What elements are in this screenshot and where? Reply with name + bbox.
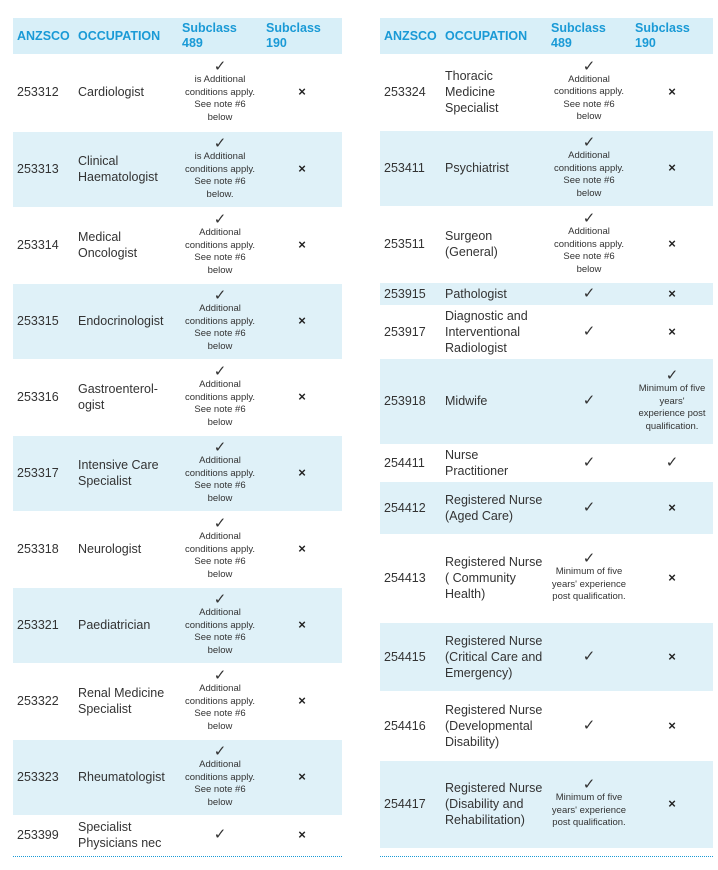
occupation-table-left	[13, 18, 342, 855]
check-mark-icon: ✓	[213, 363, 227, 380]
condition-note: Additional conditions apply. See note #6 below	[553, 150, 625, 199]
anzsco-code: 253917	[384, 324, 426, 339]
subclass-190-cell	[631, 358, 713, 444]
table-row	[380, 305, 713, 358]
anzsco-code: 254412	[380, 481, 441, 534]
subclass-190-cell	[262, 435, 342, 511]
check-mark-icon: ✓	[665, 453, 679, 471]
subclass-489-cell	[547, 444, 631, 481]
subclass-190-cell	[262, 815, 342, 854]
cross-mark-icon: ×	[668, 285, 676, 301]
condition-note: Additional conditions apply. See note #6 below	[184, 531, 256, 580]
table-bottom-rule-left	[13, 856, 342, 857]
occupation-name: Clinical Haematologist	[74, 131, 178, 207]
table-row	[13, 207, 342, 283]
check-mark-icon: ✓	[582, 392, 596, 409]
table-row	[380, 358, 713, 444]
occupation-name: Surgeon (General)	[445, 229, 498, 259]
table-row	[380, 534, 713, 622]
subclass-489-cell	[178, 511, 262, 587]
subclass-489-cell	[547, 534, 631, 622]
occupation-name: Nurse Practitioner	[445, 447, 509, 478]
check-mark-icon: ✓	[213, 591, 227, 608]
occupation-name: Cardiologist	[78, 85, 145, 100]
subclass-190-cell	[262, 54, 342, 131]
check-mark-icon: ✓	[213, 667, 227, 684]
cross-mark-icon: ×	[298, 769, 306, 784]
subclass-190-cell	[262, 207, 342, 283]
condition-note: is Additional conditions apply. See note #6 below.	[184, 151, 256, 200]
condition-note: Additional conditions apply. See note #6 below	[184, 607, 256, 656]
subclass-489-cell	[547, 54, 631, 130]
table-row	[380, 130, 713, 206]
anzsco-code: 254417	[380, 760, 441, 848]
table-row	[380, 206, 713, 282]
occupation-name: Psychiatrist	[441, 130, 547, 206]
cross-mark-icon: ×	[668, 648, 676, 664]
anzsco-code: 253312	[17, 85, 59, 100]
subclass-190-cell	[631, 481, 713, 534]
table-body	[380, 54, 713, 848]
occupation-name: Neurologist	[78, 542, 142, 556]
condition-note: Additional conditions apply. See note #6 below	[184, 227, 256, 276]
subclass-190-cell	[631, 206, 713, 282]
table-row	[380, 622, 713, 691]
subclass-489-cell	[178, 359, 262, 435]
check-mark-icon: ✓	[582, 716, 596, 734]
subclass-190-cell	[631, 54, 713, 130]
table-row	[380, 282, 713, 305]
condition-note: Additional conditions apply. See note #6 below	[553, 73, 625, 123]
anzsco-code: 253323	[13, 739, 74, 815]
subclass-489-cell	[178, 207, 262, 283]
anzsco-code: 253317	[13, 435, 74, 511]
check-mark-icon: ✓	[213, 515, 227, 532]
cross-mark-icon: ×	[298, 313, 306, 328]
cross-mark-icon: ×	[298, 161, 306, 176]
subclass-190-cell	[631, 444, 713, 481]
check-mark-icon: ✓	[213, 287, 227, 304]
anzsco-code: 253324	[384, 84, 426, 99]
subclass-190-header: Subclass 190	[631, 18, 713, 54]
subclass-489-cell	[547, 206, 631, 282]
check-mark-icon: ✓	[582, 647, 596, 665]
subclass-190-cell	[262, 663, 342, 739]
check-mark-icon: ✓	[665, 367, 679, 384]
condition-note: Minimum of five years' experience post qualification.	[551, 566, 627, 603]
anzsco-code: 253399	[17, 827, 59, 842]
cross-mark-icon: ×	[668, 160, 676, 175]
cross-mark-icon: ×	[298, 617, 306, 632]
cross-mark-icon: ×	[298, 465, 306, 480]
cross-mark-icon: ×	[298, 826, 306, 842]
anzsco-code: 254415	[380, 622, 441, 691]
subclass-190-cell	[262, 511, 342, 587]
subclass-489-cell	[178, 54, 262, 131]
subclass-489-cell	[178, 587, 262, 663]
table-row	[13, 815, 342, 854]
anzsco-code: 253915	[380, 282, 441, 305]
subclass-190-cell	[262, 587, 342, 663]
table-row	[13, 663, 342, 739]
check-mark-icon: ✓	[582, 322, 596, 340]
check-mark-icon: ✓	[582, 776, 596, 794]
occupation-name: Paediatrician	[74, 587, 178, 663]
occupation-name: Registered Nurse (Developmental Disability)	[445, 702, 543, 749]
table-header-row	[13, 18, 342, 54]
anzsco-header: ANZSCO	[380, 18, 441, 54]
subclass-489-cell	[178, 663, 262, 739]
table-row	[13, 587, 342, 663]
subclass-489-cell	[547, 358, 631, 444]
check-mark-icon: ✓	[582, 284, 596, 302]
check-mark-icon: ✓	[582, 550, 596, 568]
check-mark-icon: ✓	[582, 453, 596, 471]
subclass-489-header: Subclass 489	[178, 18, 262, 54]
occupation-name: Pathologist	[441, 282, 547, 305]
occupation-name: Intensive Care Specialist	[74, 435, 178, 511]
cross-mark-icon: ×	[668, 717, 676, 733]
condition-note: Minimum of five years' experience post qualification.	[638, 383, 706, 432]
subclass-489-cell	[547, 130, 631, 206]
occupation-name: Diagnostic and Interventional Radiologist	[445, 308, 528, 355]
cross-mark-icon: ×	[298, 389, 306, 404]
subclass-190-cell	[262, 359, 342, 435]
condition-note: Additional conditions apply. See note #6 below	[184, 759, 256, 808]
anzsco-code: 253918	[380, 358, 441, 444]
check-mark-icon: ✓	[213, 58, 227, 76]
occupation-name: Renal Medicine Specialist	[78, 686, 165, 716]
subclass-489-cell	[547, 282, 631, 305]
table-row	[13, 435, 342, 511]
table-header-row	[380, 18, 713, 54]
subclass-489-cell	[178, 435, 262, 511]
table-row	[380, 444, 713, 481]
anzsco-code: 253315	[13, 283, 74, 359]
subclass-489-cell	[178, 131, 262, 207]
anzsco-code: 253316	[17, 390, 59, 404]
cross-mark-icon: ×	[668, 570, 676, 585]
subclass-190-cell	[631, 130, 713, 206]
subclass-190-cell	[631, 305, 713, 358]
check-mark-icon: ✓	[213, 825, 227, 843]
table-row	[380, 54, 713, 130]
condition-note: Additional conditions apply. See note #6 below	[184, 683, 256, 732]
condition-note: Additional conditions apply. See note #6 below	[553, 226, 625, 275]
subclass-190-cell	[262, 131, 342, 207]
subclass-190-cell	[262, 739, 342, 815]
subclass-489-cell	[547, 691, 631, 760]
subclass-190-cell	[631, 691, 713, 760]
table-row	[13, 54, 342, 131]
occupation-name: Medical Oncologist	[78, 230, 138, 260]
cross-mark-icon: ×	[298, 693, 306, 708]
condition-note: Additional conditions apply. See note #6 below	[184, 455, 256, 504]
subclass-489-cell	[547, 622, 631, 691]
subclass-489-cell	[178, 815, 262, 854]
subclass-190-cell	[631, 534, 713, 622]
table-body	[13, 54, 342, 854]
subclass-190-cell	[631, 760, 713, 848]
cross-mark-icon: ×	[298, 237, 306, 252]
occupation-name: Rheumatologist	[74, 739, 178, 815]
subclass-489-cell	[178, 739, 262, 815]
condition-note: Minimum of five years' experience post qualification.	[551, 792, 627, 829]
anzsco-code: 253511	[384, 237, 425, 251]
anzsco-code: 253314	[17, 238, 59, 252]
subclass-190-header: Subclass 190	[262, 18, 342, 54]
cross-mark-icon: ×	[668, 236, 676, 251]
table-row	[13, 739, 342, 815]
check-mark-icon: ✓	[582, 134, 596, 151]
cross-mark-icon: ×	[668, 83, 676, 99]
condition-note: Additional conditions apply. See note #6 below	[184, 303, 256, 352]
anzsco-code: 253321	[13, 587, 74, 663]
table-bottom-rule-right	[380, 856, 713, 857]
check-mark-icon: ✓	[213, 439, 227, 456]
anzsco-code: 254416	[384, 718, 426, 733]
occupation-name: Registered Nurse (Critical Care and Emergency)	[441, 622, 547, 691]
occupation-name: Gastroenterol-ogist	[78, 382, 158, 412]
check-mark-icon: ✓	[582, 498, 596, 516]
anzsco-code: 254411	[384, 455, 425, 470]
subclass-190-cell	[262, 283, 342, 359]
table-row	[380, 760, 713, 848]
occupation-name: Specialist Physicians nec	[78, 819, 162, 850]
condition-note: is Additional conditions apply. See note #6 below	[184, 74, 256, 123]
cross-mark-icon: ×	[668, 796, 676, 811]
check-mark-icon: ✓	[213, 135, 227, 152]
anzsco-code: 253318	[17, 542, 59, 556]
subclass-489-cell	[178, 283, 262, 359]
anzsco-header: ANZSCO	[13, 18, 74, 54]
table-row	[13, 131, 342, 207]
occupation-name: Endocrinologist	[74, 283, 178, 359]
occupation-name: Registered Nurse (Disability and Rehabilitation)	[441, 760, 547, 848]
check-mark-icon: ✓	[213, 743, 227, 760]
subclass-489-cell	[547, 481, 631, 534]
occupation-header: OCCUPATION	[441, 18, 547, 54]
subclass-190-cell	[631, 282, 713, 305]
subclass-190-cell	[631, 622, 713, 691]
subclass-489-cell	[547, 305, 631, 358]
cross-mark-icon: ×	[668, 499, 676, 515]
table-row	[13, 283, 342, 359]
table-row	[380, 481, 713, 534]
cross-mark-icon: ×	[298, 541, 306, 556]
anzsco-code: 253313	[13, 131, 74, 207]
table-row	[13, 359, 342, 435]
anzsco-code: 254413	[384, 571, 426, 585]
subclass-489-cell	[547, 760, 631, 848]
check-mark-icon: ✓	[213, 211, 227, 228]
condition-note: Additional conditions apply. See note #6 below	[184, 379, 256, 428]
table-row	[380, 691, 713, 760]
occupation-name: Registered Nurse (Aged Care)	[441, 481, 547, 534]
occupation-table-right	[380, 18, 713, 849]
occupation-name: Thoracic Medicine Specialist	[445, 68, 499, 115]
check-mark-icon: ✓	[582, 57, 596, 75]
cross-mark-icon: ×	[298, 84, 306, 100]
cross-mark-icon: ×	[668, 323, 676, 339]
occupation-name: Midwife	[441, 358, 547, 444]
occupation-name: Registered Nurse ( Community Health)	[445, 555, 543, 601]
occupation-header: OCCUPATION	[74, 18, 178, 54]
anzsco-code: 253411	[380, 130, 441, 206]
check-mark-icon: ✓	[582, 210, 596, 227]
anzsco-code: 253322	[17, 694, 59, 708]
table-row	[13, 511, 342, 587]
subclass-489-header: Subclass 489	[547, 18, 631, 54]
